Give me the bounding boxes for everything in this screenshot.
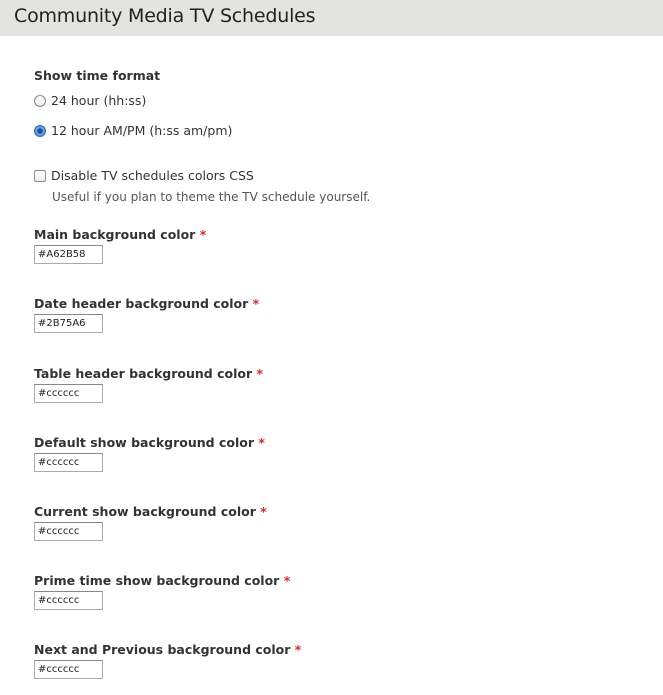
disable-css-description: Useful if you plan to theme the TV schedule yourself. xyxy=(52,190,371,204)
required-marker: * xyxy=(256,366,264,381)
next-previous-bg-color-label-text: Next and Previous background color xyxy=(34,642,291,657)
next-previous-bg-color-input[interactable] xyxy=(34,660,103,679)
radio-option-12-hour[interactable] xyxy=(34,123,232,138)
next-previous-bg-color-label xyxy=(34,642,301,657)
current-show-bg-color-label xyxy=(34,504,267,519)
default-show-bg-color-label-text: Default show background color xyxy=(34,435,255,450)
date-header-bg-color-label-text: Date header background color xyxy=(34,296,249,311)
default-show-bg-color-label xyxy=(34,435,265,450)
current-show-bg-color-label-text: Current show background color xyxy=(34,504,256,519)
disable-css-checkbox[interactable] xyxy=(34,170,46,182)
prime-time-show-bg-color-label xyxy=(34,573,290,588)
main-bg-color-label-text: Main background color xyxy=(34,227,196,242)
disable-css-option[interactable] xyxy=(34,168,254,183)
page-header xyxy=(0,0,663,36)
required-marker: * xyxy=(283,573,291,588)
prime-time-show-bg-color-label-text: Prime time show background color xyxy=(34,573,280,588)
radio-24-hour[interactable] xyxy=(34,95,46,107)
radio-12-hour-label[interactable]: 12 hour AM/PM (h:ss am/pm) xyxy=(51,123,233,138)
required-marker: * xyxy=(252,296,260,311)
required-marker: * xyxy=(294,642,302,657)
radio-option-24-hour[interactable] xyxy=(34,93,146,108)
default-show-bg-color-input[interactable] xyxy=(34,453,103,472)
main-bg-color-input[interactable] xyxy=(34,245,103,264)
main-bg-color-label xyxy=(34,227,206,242)
table-header-bg-color-label xyxy=(34,366,263,381)
radio-12-hour[interactable] xyxy=(34,125,46,137)
table-header-bg-color-input[interactable] xyxy=(34,384,103,403)
prime-time-show-bg-color-input[interactable] xyxy=(34,591,103,610)
date-header-bg-color-label xyxy=(34,296,259,311)
date-header-bg-color-input[interactable] xyxy=(34,314,103,333)
required-marker: * xyxy=(260,504,267,519)
disable-css-label[interactable]: Disable TV schedules colors CSS xyxy=(51,168,254,183)
required-marker: * xyxy=(258,435,265,450)
time-format-label: Show time format xyxy=(34,68,161,83)
table-header-bg-color-label-text: Table header background color xyxy=(34,366,253,381)
current-show-bg-color-input[interactable] xyxy=(34,522,103,541)
page-title: Community Media TV Schedules xyxy=(14,5,316,27)
radio-24-hour-label[interactable]: 24 hour (hh:ss) xyxy=(51,93,147,108)
required-marker: * xyxy=(199,227,207,242)
